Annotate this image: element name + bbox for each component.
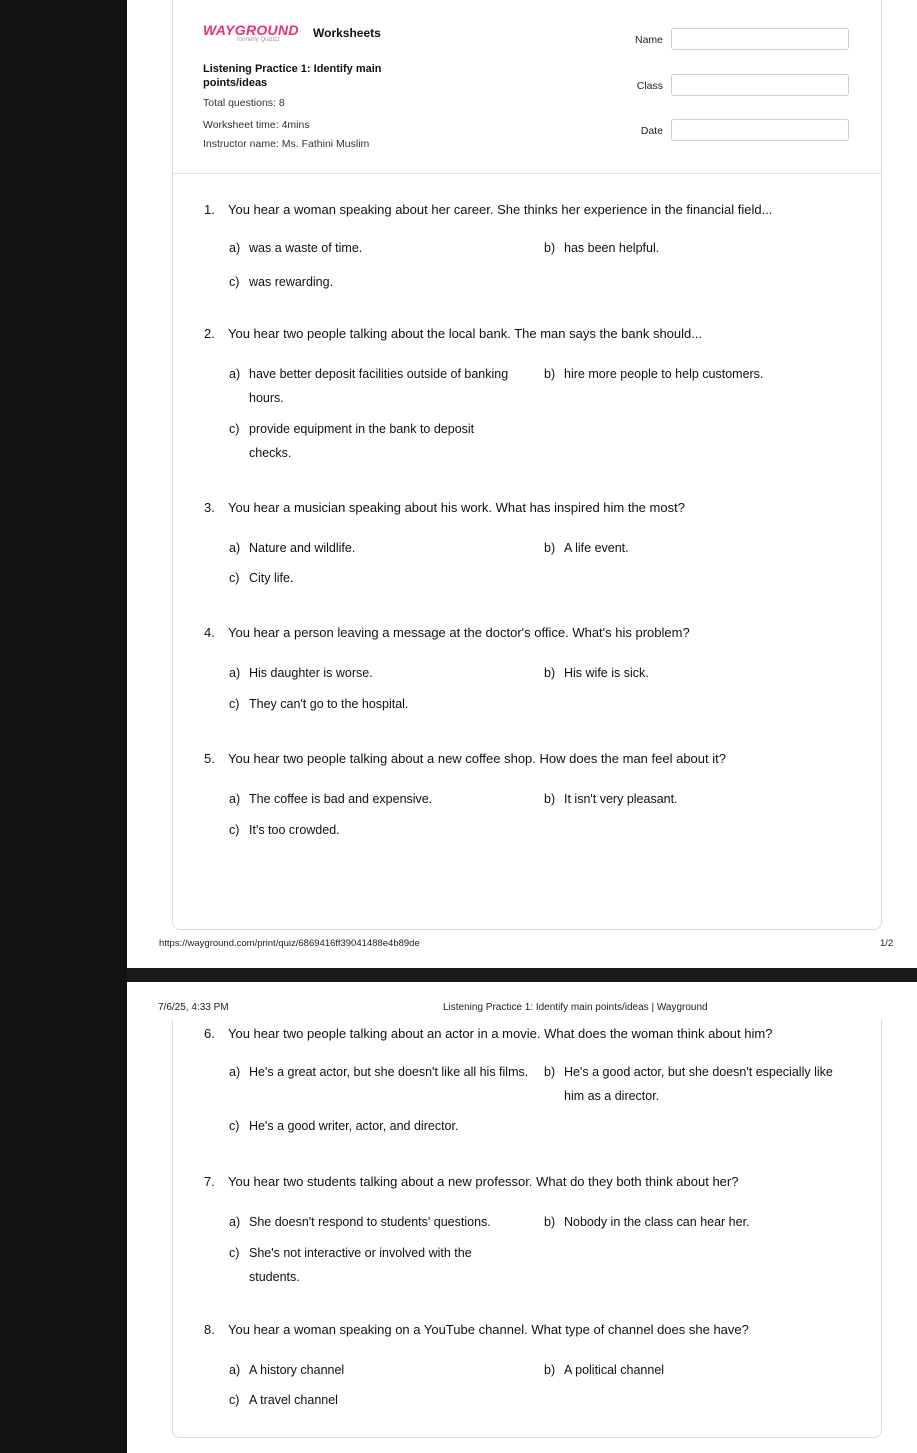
- option-a: a) A history channel: [229, 1363, 345, 1377]
- footer-page-number: 1/2: [880, 938, 894, 949]
- viewer-sidebar: [0, 0, 127, 1453]
- question-7: 7. You hear two students talking about a new professor. What do they both think about her?: [204, 1174, 739, 1189]
- option-a: a) He's a great actor, but she doesn't like all his films.: [229, 1065, 529, 1079]
- option-a: a) have better deposit facilities outside of banking hours.: [229, 367, 509, 405]
- product-name: Worksheets: [313, 26, 381, 40]
- question-text: You hear two people talking about a new coffee shop. How does the man feel about it?: [228, 751, 726, 766]
- option-a: a) His daughter is worse.: [229, 666, 373, 680]
- name-label: Name: [634, 34, 663, 46]
- option-c: c) A travel channel: [229, 1393, 338, 1407]
- question-text: You hear a musician speaking about his work. What has inspired him the most?: [228, 500, 685, 515]
- option-b: b) His wife is sick.: [544, 666, 649, 680]
- option-a: a) was a waste of time.: [229, 241, 363, 255]
- question-number: 1.: [204, 202, 215, 217]
- question-text: You hear a woman speaking about her career. She thinks her experience in the financial field...: [228, 202, 773, 217]
- logo: [203, 22, 299, 43]
- worksheet-card: [172, 0, 882, 930]
- option-b: b) hire more people to help customers.: [544, 367, 764, 381]
- print-datetime: 7/6/25, 4:33 PM: [158, 1002, 229, 1013]
- option-b: b) has been helpful.: [544, 241, 660, 255]
- worksheet-header: [173, 0, 881, 174]
- option-c: c) He's a good writer, actor, and director.: [229, 1119, 459, 1133]
- footer-url: https://wayground.com/print/quiz/6869416ff39041488e4b89de: [159, 938, 420, 949]
- question-text: You hear two students talking about a new professor. What do they both think about her?: [228, 1174, 739, 1189]
- total-questions: Total questions: 8: [203, 97, 285, 109]
- option-b: b) A life event.: [544, 541, 629, 555]
- class-label: Class: [636, 80, 663, 92]
- page-2: [127, 982, 917, 1453]
- question-text: You hear two people talking about an actor in a movie. What does the woman think about him?: [228, 1026, 773, 1041]
- instructor-name: Instructor name: Ms. Fathini Muslim: [203, 138, 370, 150]
- logo-subtext: formerly Quizizz: [237, 37, 281, 43]
- option-a: a) The coffee is bad and expensive.: [229, 792, 433, 806]
- question-3: 3. You hear a musician speaking about his work. What has inspired him the most?: [204, 500, 685, 515]
- option-b: b) A political channel: [544, 1363, 665, 1377]
- option-a: a) Nature and wildlife.: [229, 541, 356, 555]
- option-b: b) It isn't very pleasant.: [544, 792, 678, 806]
- question-text: You hear two people talking about the local bank. The man says the bank should...: [228, 326, 703, 341]
- question-text: You hear a person leaving a message at the doctor's office. What's his problem?: [228, 625, 690, 640]
- question-6: 6. You hear two people talking about an actor in a movie. What does the woman think about him?: [204, 1026, 773, 1041]
- worksheet-card-continued: [172, 1020, 882, 1438]
- option-c: c) was rewarding.: [229, 275, 334, 289]
- wayground-logo: WAYGROUND: [203, 22, 299, 38]
- question-5: 5. You hear two people talking about a new coffee shop. How does the man feel about it?: [204, 751, 726, 766]
- date-field[interactable]: [671, 119, 849, 141]
- page-1: [127, 0, 917, 968]
- worksheet-title: Listening Practice 1: Identify main points/ideas: [203, 63, 382, 89]
- option-c: c) They can't go to the hospital.: [229, 697, 409, 711]
- question-2: 2. You hear two people talking about the local bank. The man says the bank should...: [204, 326, 703, 341]
- option-c: c) She's not interactive or involved with the students.: [229, 1246, 472, 1284]
- date-label: Date: [640, 125, 663, 137]
- class-field[interactable]: [671, 74, 849, 96]
- name-field[interactable]: [671, 28, 849, 50]
- question-text: You hear a woman speaking on a YouTube channel. What type of channel does she have?: [228, 1322, 749, 1337]
- question-4: 4. You hear a person leaving a message at the doctor's office. What's his problem?: [204, 625, 690, 640]
- worksheet-time: Worksheet time: 4mins: [203, 119, 310, 131]
- question-8: 8. You hear a woman speaking on a YouTube channel. What type of channel does she have?: [204, 1322, 749, 1337]
- question-1: [204, 202, 772, 218]
- print-page-title: Listening Practice 1: Identify main points/ideas | Wayground: [443, 1002, 708, 1013]
- option-c: c) provide equipment in the bank to deposit checks.: [229, 422, 475, 460]
- option-a: a) She doesn't respond to students' questions.: [229, 1215, 491, 1229]
- page-separator: [127, 968, 917, 982]
- option-c: c) City life.: [229, 571, 294, 585]
- option-c: c) It's too crowded.: [229, 823, 340, 837]
- option-b: b) Nobody in the class can hear her.: [544, 1215, 750, 1229]
- option-b: b) He's a good actor, but she doesn't especially like him as a director.: [544, 1065, 833, 1103]
